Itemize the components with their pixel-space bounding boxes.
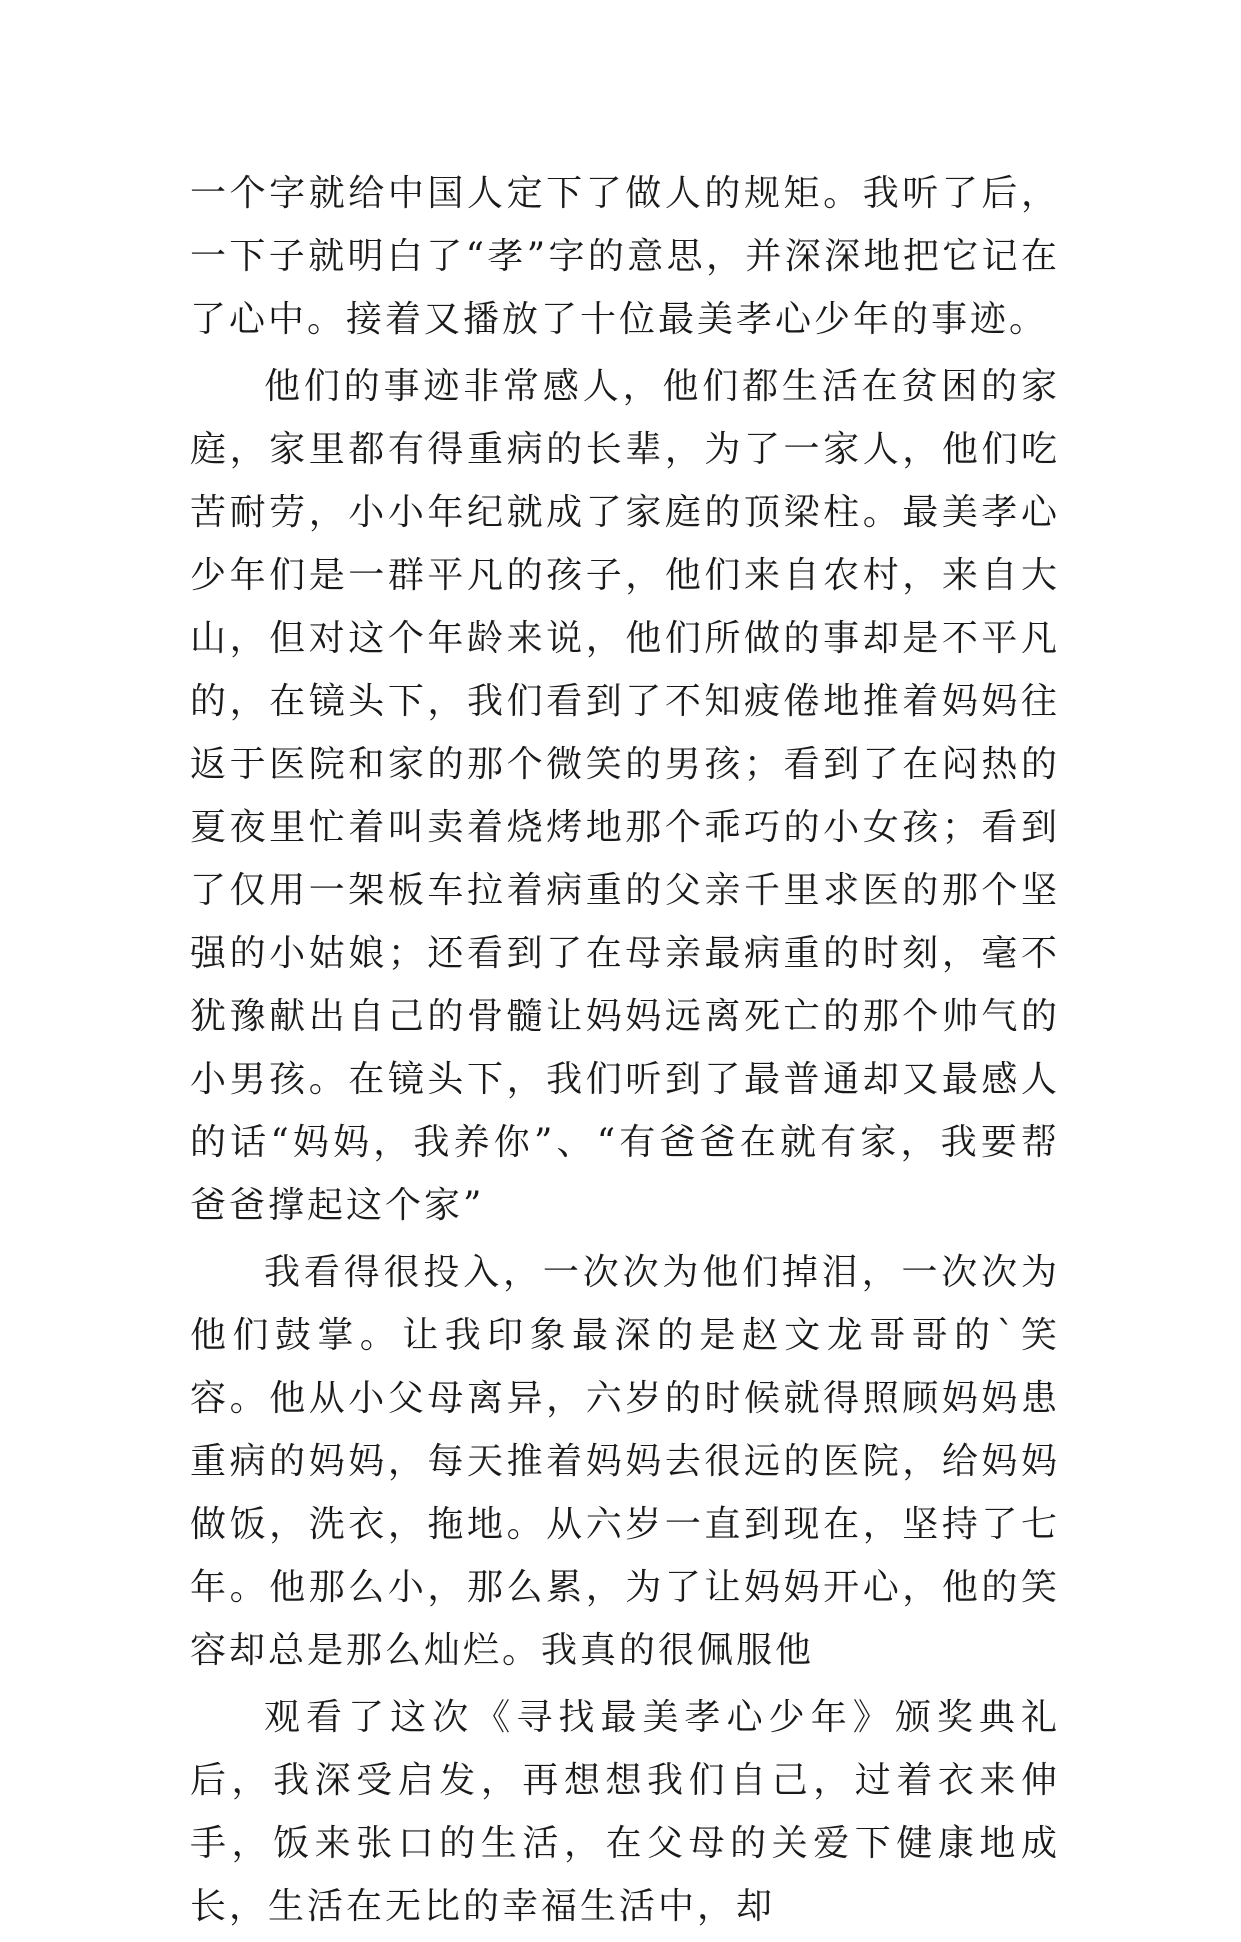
body-text	[190, 162, 1060, 1942]
paragraph-3: 我看得很投入，一次次为他们掉泪，一次次为他们鼓掌。让我印象最深的是赵文龙哥哥的`笑容。他从小父母离异，六岁的时候就得照顾妈妈患重病的妈妈，每天推着妈妈去很远的医院，给妈妈做饭，洗衣，拖地。从六岁一直到现在，坚持了七年。他那么小，那么累，为了让妈妈开心，他的笑容却总是那么灿烂。我真的很佩服他	[190, 1252, 1060, 1671]
paragraph-2: 他们的事迹非常感人，他们都生活在贫困的家庭，家里都有得重病的长辈，为了一家人，他们吃苦耐劳，小小年纪就成了家庭的顶梁柱。最美孝心少年们是一群平凡的孩子，他们来自农村，来自大山，但对这个年龄来说，他们所做的事却是不平凡的，在镜头下，我们看到了不知疲倦地推着妈妈往返于医院和家的那个微笑的男孩；看到了在闷热的夏夜里忙着叫卖着烧烤地那个乖巧的小女孩；看到了仅用一架板车拉着病重的父亲千里求医的那个坚强的小姑娘；还看到了在母亲最病重的时刻，毫不犹豫献出自己的骨髓让妈妈远离死亡的那个帅气的小男孩。在镜头下，我们听到了最普通却又最感人的话“妈妈，我养你”、“有爸爸在就有家，我要帮爸爸撑起这个家”	[190, 366, 1060, 1226]
paragraph-4: 观看了这次《寻找最美孝心少年》颁奖典礼后，我深受启发，再想想我们自己，过着衣来伸手，饭来张口的生活，在父母的关爱下健康地成长，生活在无比的幸福生活中，却	[190, 1697, 1060, 1927]
paragraph-1: 一个字就给中国人定下了做人的规矩。我听了后，一下子就明白了“孝”字的意思，并深深地把它记在了心中。接着又播放了十位最美孝心少年的事迹。	[190, 173, 1060, 340]
